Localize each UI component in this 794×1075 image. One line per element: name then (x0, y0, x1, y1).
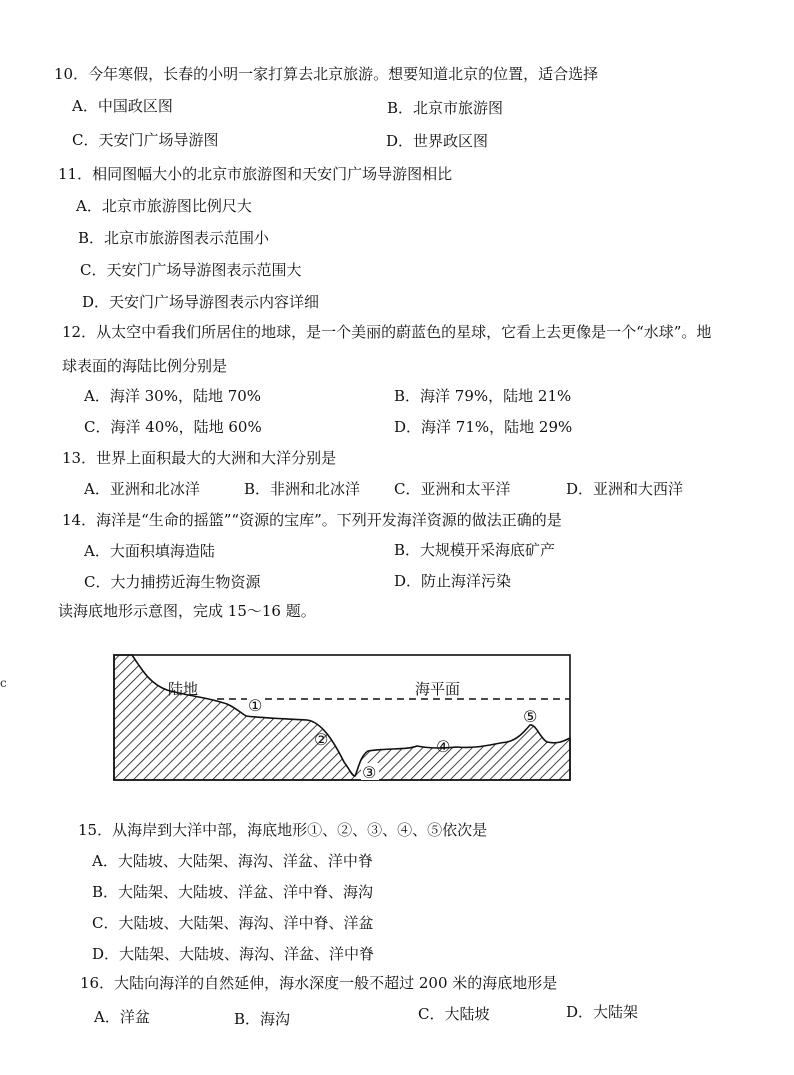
question-16-stem: 16．大陆向海洋的自然延伸，海水深度一般不超过 200 米的海底地形是 (80, 974, 558, 992)
question-15-stem: 15．从海岸到大洋中部，海底地形①、②、③、④、⑤依次是 (78, 821, 488, 839)
marker-1: ① (248, 696, 263, 715)
q13-option-b: B．非洲和北冰洋 (244, 480, 361, 498)
q12-option-d: D．海洋 71%，陆地 29% (394, 418, 573, 436)
q12-option-b: B．海洋 79%，陆地 21% (394, 387, 572, 405)
question-11-stem: 11．相同图幅大小的北京市旅游图和天安门广场导游图相比 (58, 165, 453, 183)
instruction-text: 读海底地形示意图，完成 15～16 题。 (58, 602, 316, 620)
q15-option-b: B．大陆架、大陆坡、洋盆、洋中脊、海沟 (92, 883, 374, 901)
q15-option-d: D．大陆架、大陆坡、海沟、洋盆、洋中脊 (92, 945, 375, 963)
question-10-stem: 10．今年寒假，长春的小明一家打算去北京旅游。想要知道北京的位置，适合选择 (54, 65, 599, 83)
marker-2: ② (314, 730, 329, 749)
q11-option-a: A．北京市旅游图比例尺大 (76, 197, 252, 215)
q10-option-b: B．北京市旅游图 (387, 99, 504, 117)
q16-option-c: C．大陆坡 (418, 1005, 490, 1023)
q10-option-c: C．天安门广场导游图 (72, 131, 219, 149)
q13-option-d: D．亚洲和大西洋 (566, 480, 684, 498)
q16-option-b: B．海沟 (234, 1010, 291, 1028)
q14-option-a: A．大面积填海造陆 (84, 542, 215, 560)
q16-option-a: A．洋盆 (94, 1008, 150, 1026)
marker-5: ⑤ (523, 707, 538, 726)
margin-mark: c (0, 676, 7, 690)
q15-option-a: A．大陆坡、大陆架、海沟、洋盆、洋中脊 (92, 852, 373, 870)
seabed-profile (114, 655, 570, 780)
q12-option-c: C．海洋 40%，陆地 60% (84, 418, 262, 436)
q10-option-a: A．中国政区图 (72, 97, 173, 115)
q10-option-d: D．世界政区图 (386, 132, 489, 150)
q14-option-d: D．防止海洋污染 (394, 572, 512, 590)
marker-4: ④ (436, 737, 451, 756)
q13-option-a: A．亚洲和北冰洋 (84, 480, 200, 498)
q12-option-a: A．海洋 30%，陆地 70% (84, 387, 262, 405)
q15-option-c: C．大陆坡、大陆架、海沟、洋中脊、洋盆 (92, 914, 374, 932)
land-label: 陆地 (168, 680, 199, 698)
q14-option-c: C．大力捕捞近海生物资源 (84, 573, 261, 591)
question-13-stem: 13．世界上面积最大的大洲和大洋分别是 (62, 449, 337, 467)
q16-option-d: D．大陆架 (566, 1003, 639, 1021)
question-12-stem-cont: 球表面的海陆比例分别是 (62, 357, 228, 375)
q13-option-c: C．亚洲和太平洋 (394, 480, 511, 498)
seabed-topography-diagram (112, 652, 574, 782)
question-12-stem: 12．从太空中看我们所居住的地球，是一个美丽的蔚蓝色的星球，它看上去更像是一个“水球”。地 (62, 323, 712, 341)
q14-option-b: B．大规模开采海底矿产 (394, 541, 556, 559)
q11-option-d: D．天安门广场导游图表示内容详细 (82, 293, 320, 311)
marker-3: ③ (362, 763, 377, 782)
sea-level-label: 海平面 (415, 680, 461, 698)
question-14-stem: 14．海洋是“生命的摇篮”“资源的宝库”。下列开发海洋资源的做法正确的是 (62, 511, 562, 529)
q11-option-c: C．天安门广场导游图表示范围大 (80, 261, 302, 279)
q11-option-b: B．北京市旅游图表示范围小 (78, 229, 270, 247)
